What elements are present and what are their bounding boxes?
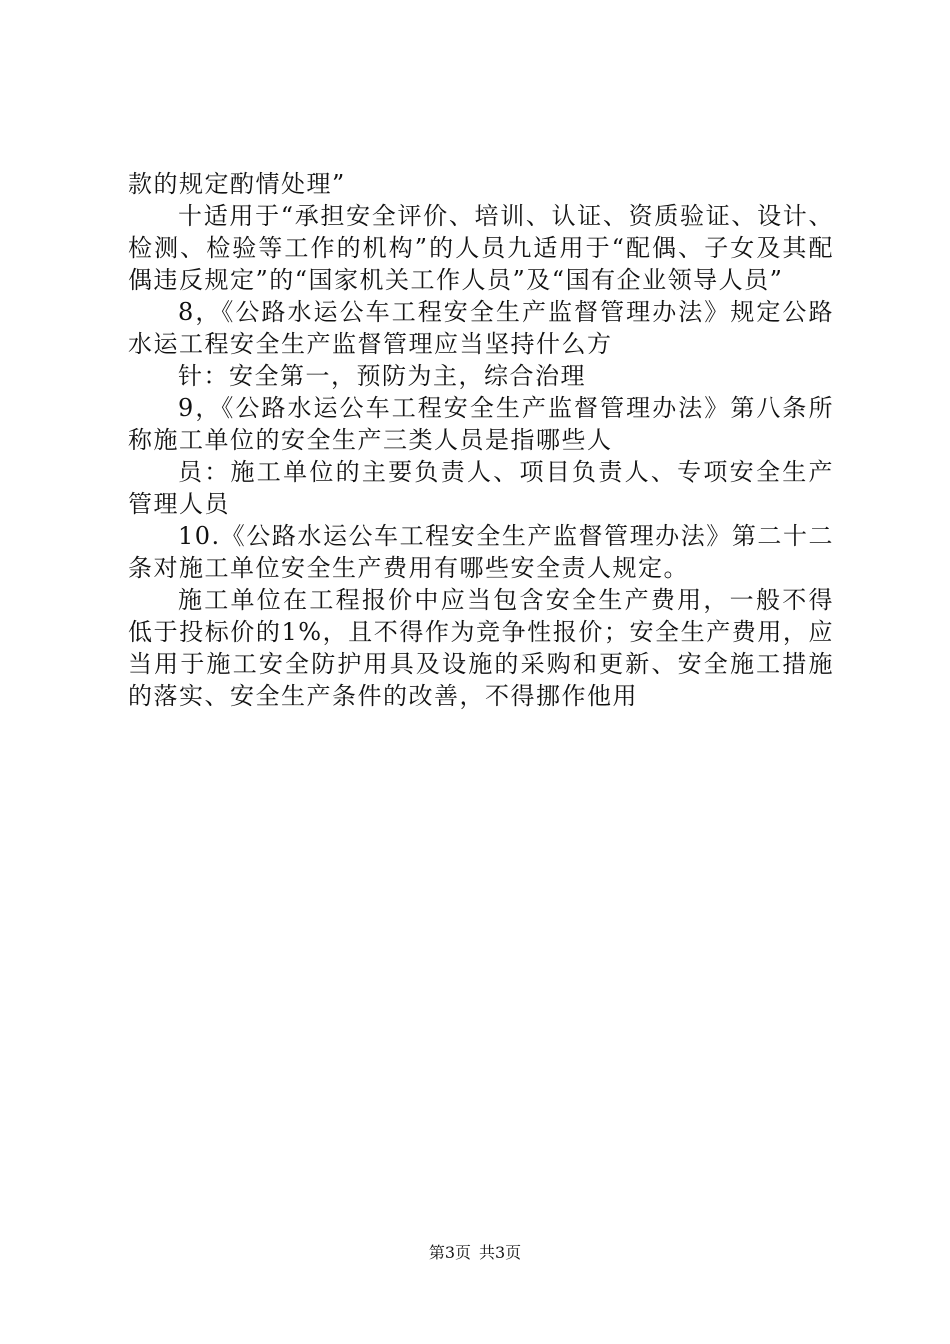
- paragraph-question-8: 8，《公路水运公车工程安全生产监督管理办法》规定公路水运工程安全生产监督管理应当坚持什么方: [128, 298, 834, 358]
- page-total: 共3页: [479, 1243, 522, 1262]
- paragraph-answer-9: 员：施工单位的主要负责人、项目负责人、专项安全生产管理人员: [128, 458, 834, 518]
- paragraph-applicability: 十适用于“承担安全评价、培训、认证、资质验证、设计、检测、检验等工作的机构”的人员九适用于“配偶、子女及其配偶违反规定”的“国家机关工作人员”及“国有企业领导人员”: [128, 202, 834, 294]
- paragraph-answer-10: 施工单位在工程报价中应当包含安全生产费用，一般不得低于投标价的1%，且不得作为竞争性报价；安全生产费用，应当用于施工安全防护用具及设施的采购和更新、安全施工措施的落实、安全生产条件的改善，不得挪作他用: [128, 586, 834, 710]
- document-body: [128, 168, 834, 712]
- paragraph-question-9: 9，《公路水运公车工程安全生产监督管理办法》第八条所称施工单位的安全生产三类人员是指哪些人: [128, 394, 834, 454]
- paragraph-continuation: 款的规定酌情处理”: [128, 170, 346, 198]
- page-number: 第3页: [428, 1243, 471, 1262]
- paragraph-question-10: 10.《公路水运公车工程安全生产监督管理办法》第二十二条对施工单位安全生产费用有哪些安全责人规定。: [128, 522, 834, 582]
- page-footer: [0, 1242, 950, 1264]
- paragraph-answer-8: 针：安全第一，预防为主，综合治理: [178, 362, 586, 390]
